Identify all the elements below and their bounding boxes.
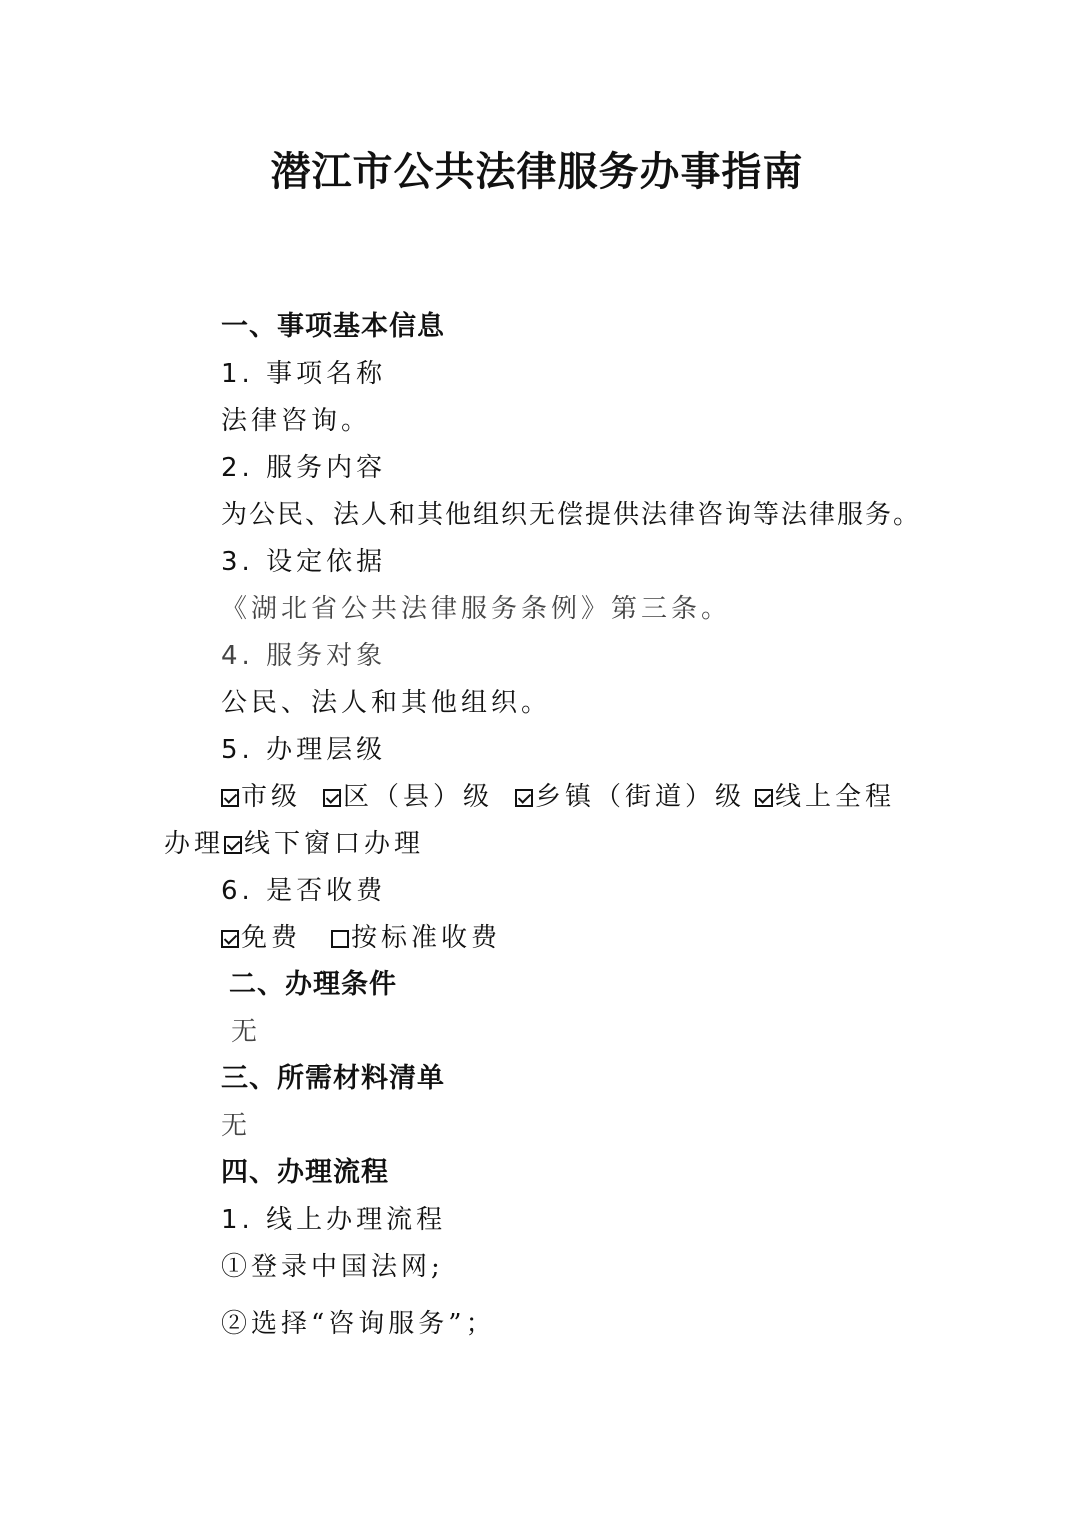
checkbox-checked-icon[interactable] xyxy=(323,789,341,807)
item2-value: 为公民、法人和其他组织无偿提供法律咨询等法律服务。 xyxy=(221,500,922,530)
item4-label: 4. 服务对象 xyxy=(221,641,387,671)
fee-options-row xyxy=(221,921,501,955)
item4-value: 公民、法人和其他组织。 xyxy=(221,688,552,718)
process-step-1: ①登录中国法网; xyxy=(221,1252,444,1282)
item6-label: 6. 是否收费 xyxy=(221,876,387,906)
section3-value: 无 xyxy=(221,1111,252,1141)
checkbox-unchecked-icon[interactable] xyxy=(331,930,349,948)
checkbox-checked-icon[interactable] xyxy=(755,789,773,807)
level-option-online-suffix: 办理 xyxy=(164,829,225,859)
checkbox-checked-icon[interactable] xyxy=(221,930,239,948)
checkbox-checked-icon[interactable] xyxy=(515,789,533,807)
level-option-online[interactable]: 线上全程 xyxy=(755,782,895,812)
item5-label: 5. 办理层级 xyxy=(221,735,387,765)
fee-option-free[interactable]: 免费 xyxy=(221,923,301,953)
level-option-city[interactable]: 市级 xyxy=(221,782,301,812)
level-option-district[interactable]: 区（县）级 xyxy=(323,782,493,812)
item3-label: 3. 设定依据 xyxy=(221,547,387,577)
section3-heading: 三、所需材料清单 xyxy=(221,1063,445,1094)
level-option-offline[interactable]: 线下窗口办理 xyxy=(224,829,424,859)
fee-option-standard[interactable]: 按标准收费 xyxy=(331,923,501,953)
item1-value: 法律咨询。 xyxy=(221,406,372,436)
section4-heading: 四、办理流程 xyxy=(221,1157,389,1188)
section1-heading: 一、事项基本信息 xyxy=(221,311,445,342)
level-options-row-2 xyxy=(164,827,424,861)
level-options-row xyxy=(221,780,895,814)
level-option-township[interactable]: 乡镇（街道）级 xyxy=(515,782,745,812)
item3-value: 《湖北省公共法律服务条例》第三条。 xyxy=(221,594,732,624)
checkbox-checked-icon[interactable] xyxy=(221,789,239,807)
section2-value: 无 xyxy=(231,1017,262,1047)
process-step-2: ②选择“咨询服务”； xyxy=(221,1309,496,1339)
online-process-label: 1. 线上办理流程 xyxy=(221,1205,447,1235)
section2-heading: 二、办理条件 xyxy=(229,969,397,1000)
item2-label: 2. 服务内容 xyxy=(221,453,387,483)
document-title: 潜江市公共法律服务办事指南 xyxy=(270,148,804,195)
checkbox-checked-icon[interactable] xyxy=(224,836,242,854)
item1-label: 1. 事项名称 xyxy=(221,359,387,389)
